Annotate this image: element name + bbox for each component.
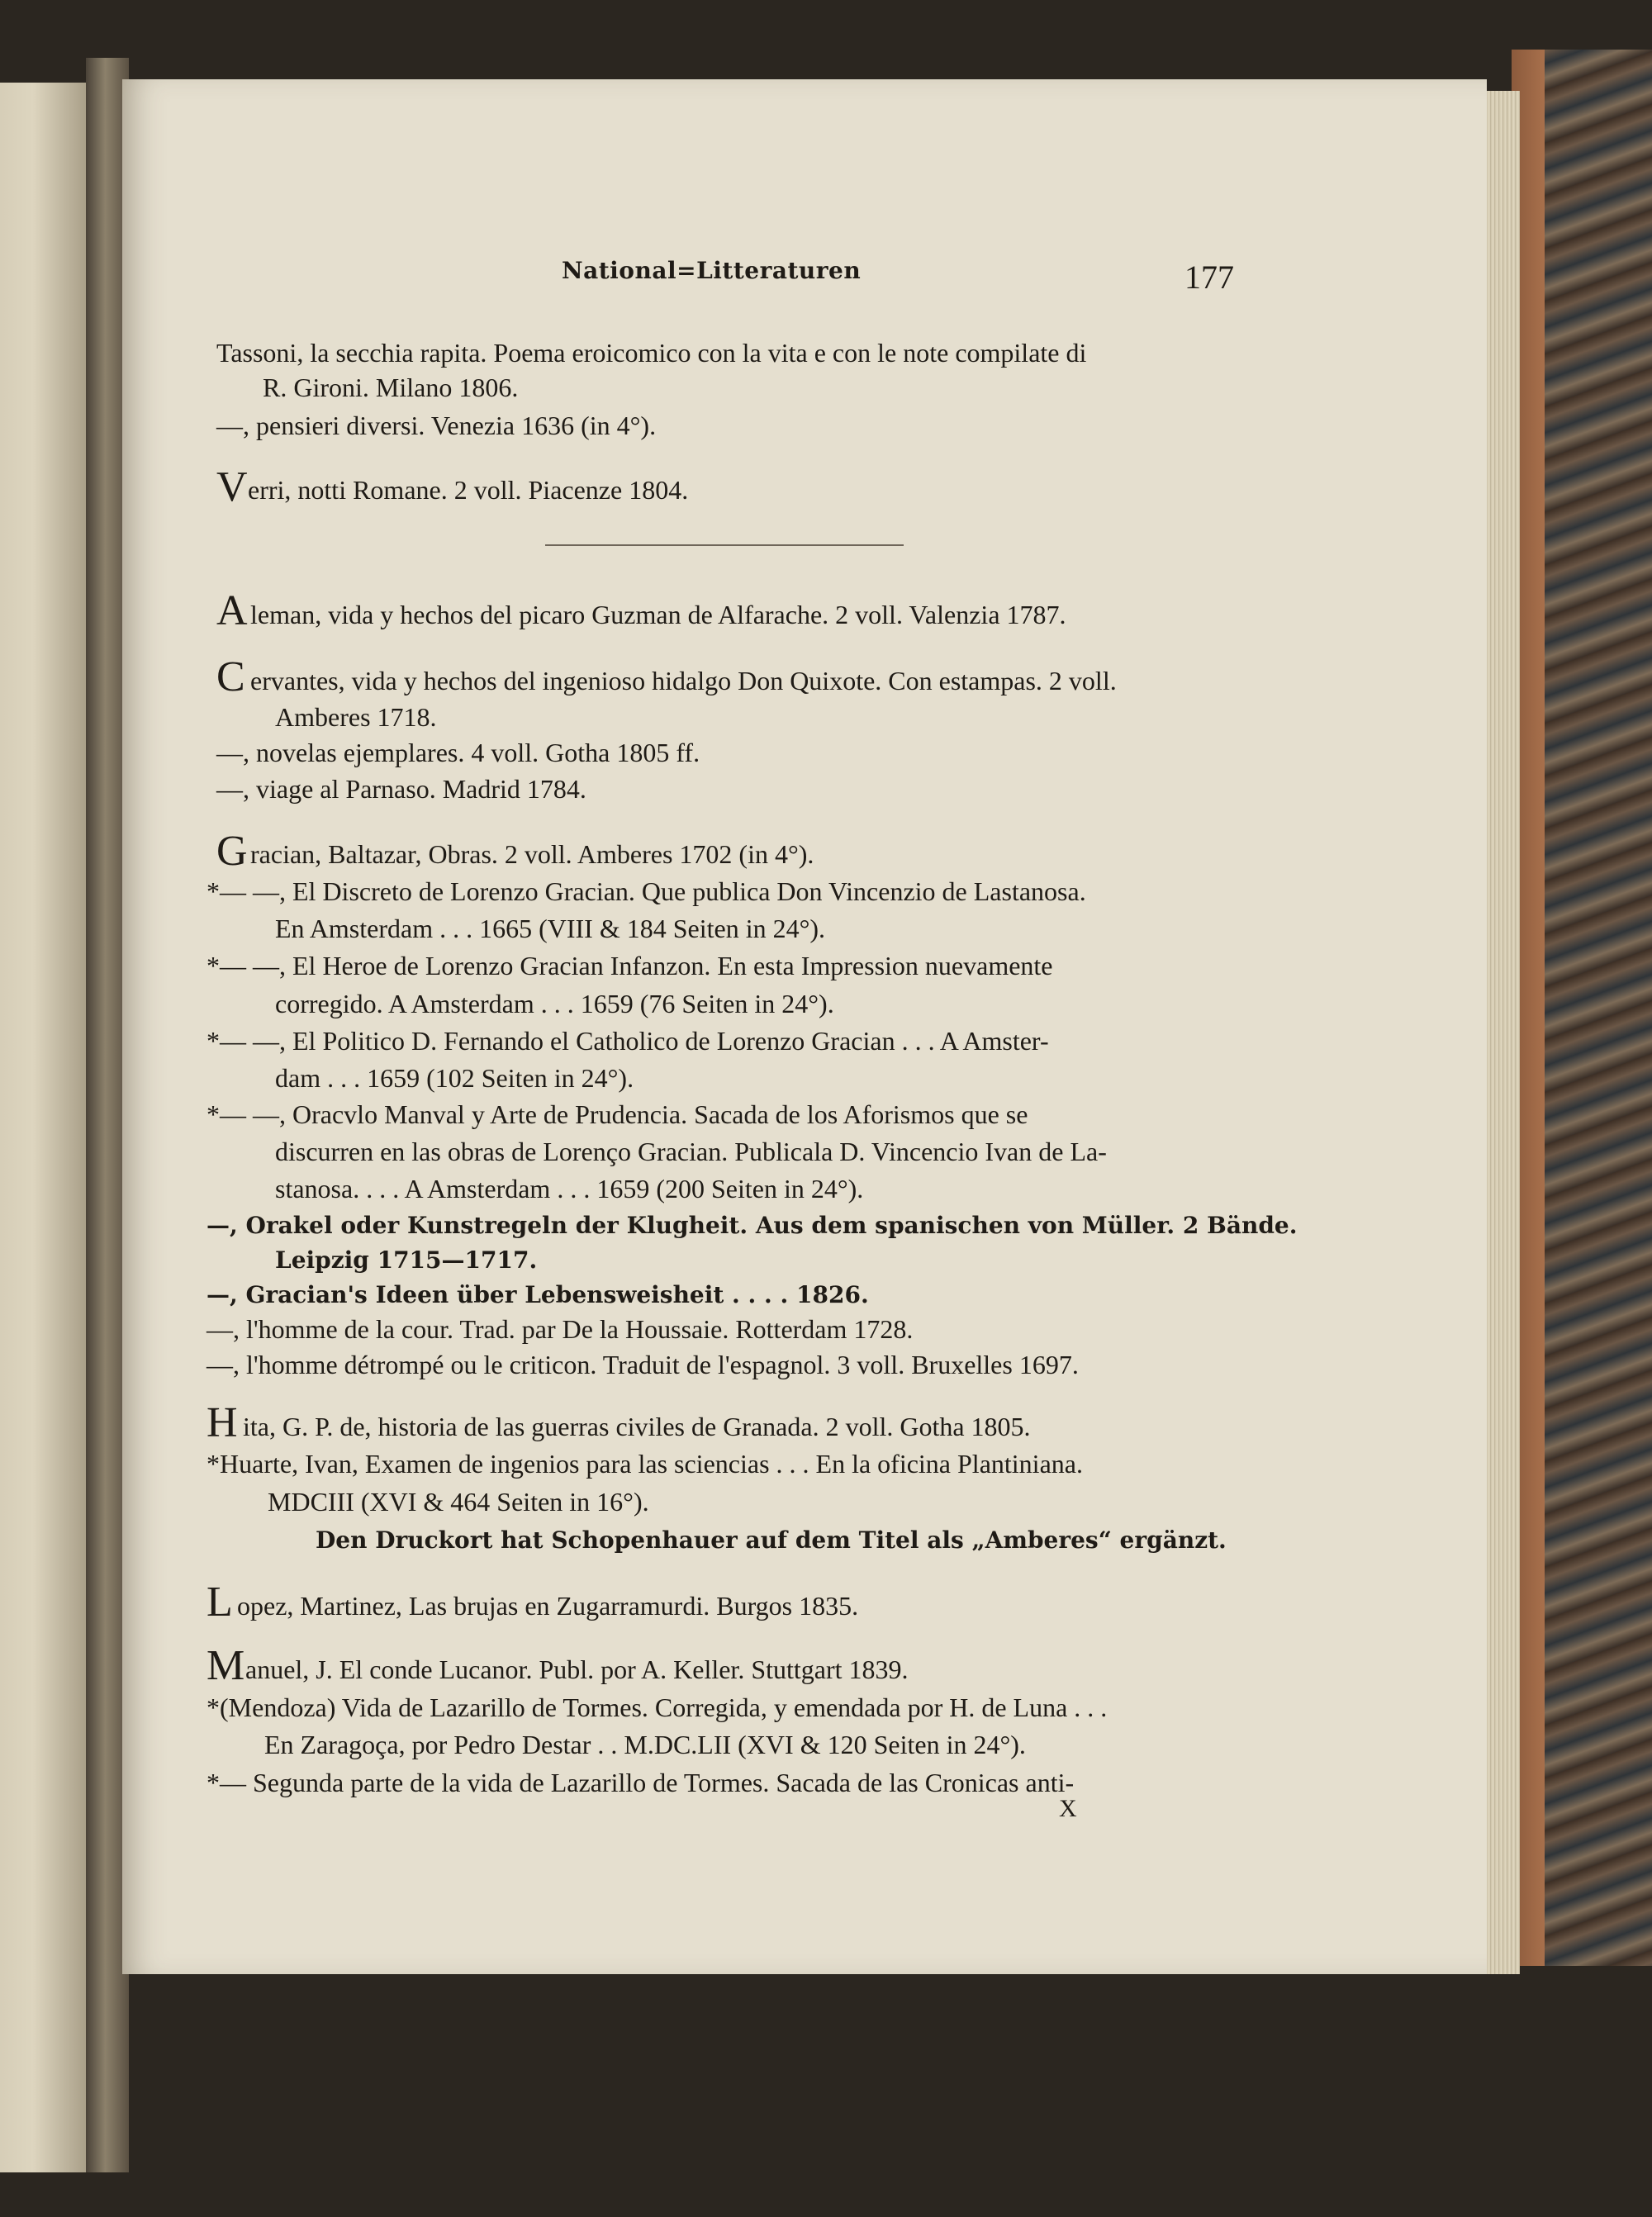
initial-letter: V bbox=[216, 463, 248, 510]
entry-line: *— —, El Politico D. Fernando el Catholico de Lorenzo Gracian . . . A Amster- bbox=[206, 1026, 1049, 1056]
entry-line: discurren en las obras de Lorenço Gracian. Publicala D. Vincencio Ivan de La- bbox=[275, 1137, 1107, 1166]
initial-letter: H bbox=[206, 1399, 238, 1446]
entry-line: —, l'homme détrompé ou le criticon. Traduit de l'espagnol. 3 voll. Bruxelles 1697. bbox=[206, 1350, 1079, 1379]
entry-line: dam . . . 1659 (102 Seiten in 24°). bbox=[275, 1063, 634, 1093]
entry-line: corregido. A Amsterdam . . . 1659 (76 Seiten in 24°). bbox=[275, 989, 834, 1018]
editorial-note: Den Druckort hat Schopenhauer auf dem Titel als „Amberes“ ergänzt. bbox=[316, 1526, 1227, 1554]
initial-letter: C bbox=[216, 653, 245, 700]
entry-line: *— —, El Heroe de Lorenzo Gracian Infanzon. En esta Impression nuevamente bbox=[206, 951, 1053, 980]
entry-line: En Zaragoça, por Pedro Destar . . M.DC.LII (XVI & 120 Seiten in 24°). bbox=[264, 1730, 1026, 1759]
entry-line: —, novelas ejemplares. 4 voll. Gotha 1805 ff. bbox=[216, 738, 700, 767]
entry-line: —, Gracian's Ideen über Lebensweisheit . . . . 1826. bbox=[206, 1281, 869, 1308]
entry-line: —, viage al Parnaso. Madrid 1784. bbox=[216, 774, 586, 804]
entry-line: Leipzig 1715—1717. bbox=[275, 1246, 538, 1274]
entry-line: ervantes, vida y hechos del ingenioso hidalgo Don Quixote. Con estampas. 2 voll. bbox=[250, 666, 1117, 695]
entry-line: MDCIII (XVI & 464 Seiten in 16°). bbox=[268, 1487, 649, 1517]
entry-line: Amberes 1718. bbox=[275, 702, 437, 732]
left-page-edge bbox=[0, 83, 90, 2172]
entry-line: *— —, El Discreto de Lorenzo Gracian. Que publica Don Vincenzio de Lastanosa. bbox=[206, 876, 1086, 906]
initial-letter: A bbox=[216, 587, 248, 634]
initial-letter: G bbox=[216, 828, 248, 875]
entry-line: anuel, J. El conde Lucanor. Publ. por A. Keller. Stuttgart 1839. bbox=[245, 1654, 909, 1684]
initial-letter: L bbox=[206, 1578, 233, 1626]
entry-line: ita, G. P. de, historia de las guerras civiles de Granada. 2 voll. Gotha 1805. bbox=[243, 1412, 1031, 1441]
initial-letter: M bbox=[206, 1642, 245, 1689]
entry-line: —, pensieri diversi. Venezia 1636 (in 4°). bbox=[216, 411, 657, 440]
entry-line: racian, Baltazar, Obras. 2 voll. Amberes 1702 (in 4°). bbox=[250, 839, 814, 869]
signature-mark: X bbox=[1059, 1795, 1077, 1822]
entry-line: Tassoni, la secchia rapita. Poema eroicomico con la vita e con le note compilate di bbox=[216, 338, 1087, 368]
entry-line: *Huarte, Ivan, Examen de ingenios para las sciencias . . . En la oficina Plantiniana. bbox=[206, 1449, 1083, 1479]
entry-line: *— Segunda parte de la vida de Lazarillo de Tormes. Sacada de las Cronicas anti- bbox=[206, 1768, 1075, 1797]
entry-line: R. Gironi. Milano 1806. bbox=[263, 373, 519, 402]
entry-line: —, Orakel oder Kunstregeln der Klugheit. Aus dem spanischen von Müller. 2 Bände. bbox=[206, 1212, 1298, 1239]
entry-line: *(Mendoza) Vida de Lazarillo de Tormes. Corregida, y emendada por H. de Luna . . . bbox=[206, 1692, 1108, 1722]
section-divider bbox=[545, 544, 904, 546]
entry-line: —, l'homme de la cour. Trad. par De la Houssaie. Rotterdam 1728. bbox=[206, 1314, 914, 1344]
entry-line: leman, vida y hechos del picaro Guzman de Alfarache. 2 voll. Valenzia 1787. bbox=[250, 600, 1066, 629]
entry-line: En Amsterdam . . . 1665 (VIII & 184 Seiten in 24°). bbox=[275, 914, 826, 943]
entry-line: erri, notti Romane. 2 voll. Piacenze 1804. bbox=[248, 475, 689, 505]
page-number: 177 bbox=[1184, 259, 1234, 296]
entry-line: stanosa. . . . A Amsterdam . . . 1659 (200 Seiten in 24°). bbox=[275, 1174, 864, 1203]
entry-line: opez, Martinez, Las brujas en Zugarramurdi. Burgos 1835. bbox=[237, 1591, 859, 1621]
entry-line: *— —, Oracvlo Manval y Arte de Prudencia. Sacada de los Aforismos que se bbox=[206, 1099, 1028, 1129]
running-head: National=Litteraturen bbox=[562, 257, 862, 284]
